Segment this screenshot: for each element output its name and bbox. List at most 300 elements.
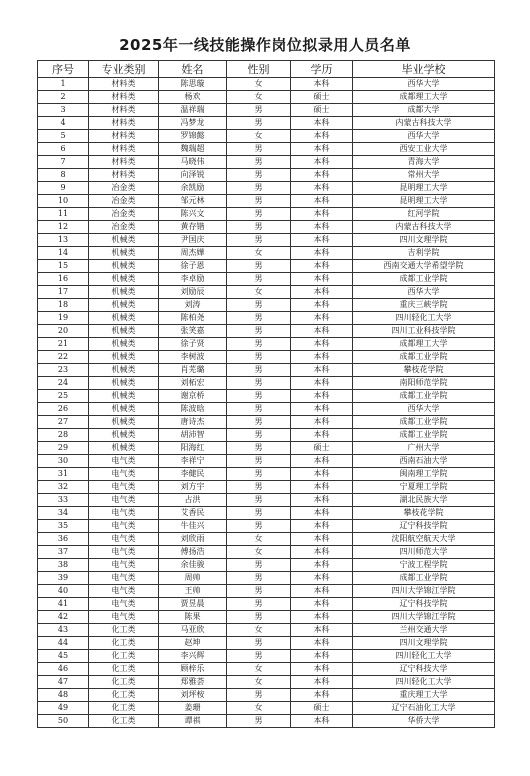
cell-major-category: 机械类 [89,273,159,286]
cell-name: 徐子贤 [159,338,227,351]
cell-education: 本科 [291,260,353,273]
cell-major-category: 电气类 [89,494,159,507]
cell-major-category: 机械类 [89,351,159,364]
cell-school: 西华大学 [353,286,495,299]
table-row [38,351,495,364]
cell-major-category: 机械类 [89,390,159,403]
cell-school: 重庆三峡学院 [353,299,495,312]
cell-education: 本科 [291,637,353,650]
cell-gender: 男 [227,689,291,702]
cell-name: 周杰嬅 [159,247,227,260]
cell-name: 冯梦龙 [159,117,227,130]
cell-school: 西安工业大学 [353,143,495,156]
table-row [38,234,495,247]
cell-major-category: 材料类 [89,143,159,156]
table-row [38,169,495,182]
cell-index: 33 [38,494,89,507]
cell-major-category: 化工类 [89,702,159,715]
cell-index: 42 [38,611,89,624]
cell-major-category: 材料类 [89,78,159,91]
cell-major-category: 机械类 [89,377,159,390]
cell-index: 8 [38,169,89,182]
cell-index: 48 [38,689,89,702]
table-row [38,312,495,325]
cell-major-category: 电气类 [89,598,159,611]
cell-name: 张笑嘉 [159,325,227,338]
cell-index: 38 [38,559,89,572]
cell-major-category: 化工类 [89,624,159,637]
cell-gender: 男 [227,312,291,325]
table-row [38,130,495,143]
table-row [38,442,495,455]
table-row [38,598,495,611]
cell-name: 姜珊 [159,702,227,715]
cell-index: 25 [38,390,89,403]
cell-name: 占洪 [159,494,227,507]
cell-name: 贾昱晨 [159,598,227,611]
cell-education: 本科 [291,689,353,702]
cell-index: 35 [38,520,89,533]
cell-education: 本科 [291,429,353,442]
cell-gender: 男 [227,611,291,624]
cell-gender: 男 [227,169,291,182]
cell-education: 本科 [291,416,353,429]
cell-major-category: 化工类 [89,650,159,663]
cell-major-category: 机械类 [89,299,159,312]
cell-major-category: 机械类 [89,364,159,377]
table-row [38,91,495,104]
table-row [38,325,495,338]
cell-school: 成都工业学院 [353,351,495,364]
cell-education: 本科 [291,208,353,221]
cell-major-category: 材料类 [89,169,159,182]
cell-name: 徐子恩 [159,260,227,273]
cell-index: 39 [38,572,89,585]
cell-index: 23 [38,364,89,377]
table-row [38,299,495,312]
cell-education: 本科 [291,130,353,143]
cell-school: 西华大学 [353,78,495,91]
cell-index: 43 [38,624,89,637]
table-row [38,455,495,468]
cell-school: 湖北民族大学 [353,494,495,507]
table-row [38,182,495,195]
cell-name: 马亚欣 [159,624,227,637]
cell-gender: 男 [227,182,291,195]
cell-major-category: 电气类 [89,559,159,572]
cell-school: 宁波工程学院 [353,559,495,572]
cell-name: 傅扬浩 [159,546,227,559]
cell-gender: 男 [227,260,291,273]
cell-index: 4 [38,117,89,130]
table-row [38,78,495,91]
cell-name: 陈波晗 [159,403,227,416]
table-row [38,377,495,390]
table-header-row [38,61,495,78]
cell-school: 成都工业学院 [353,390,495,403]
cell-education: 本科 [291,286,353,299]
cell-school: 辽宁科技学院 [353,598,495,611]
cell-major-category: 化工类 [89,676,159,689]
table-row [38,585,495,598]
cell-education: 本科 [291,546,353,559]
table-row [38,117,495,130]
cell-major-category: 电气类 [89,546,159,559]
cell-index: 19 [38,312,89,325]
cell-education: 本科 [291,481,353,494]
cell-gender: 女 [227,286,291,299]
cell-index: 31 [38,468,89,481]
cell-name: 刘柘宏 [159,377,227,390]
cell-education: 本科 [291,624,353,637]
cell-education: 本科 [291,650,353,663]
cell-major-category: 化工类 [89,637,159,650]
cell-school: 内蒙古科技大学 [353,221,495,234]
cell-name: 杨欢 [159,91,227,104]
cell-gender: 男 [227,299,291,312]
header-name: 姓名 [159,61,227,78]
header-education: 学历 [291,61,353,78]
cell-name: 陈兴文 [159,208,227,221]
cell-gender: 男 [227,195,291,208]
table-row [38,494,495,507]
cell-school: 成都工业学院 [353,416,495,429]
cell-education: 本科 [291,78,353,91]
cell-name: 向泽锐 [159,169,227,182]
cell-major-category: 电气类 [89,468,159,481]
cell-major-category: 机械类 [89,234,159,247]
cell-gender: 男 [227,104,291,117]
cell-index: 14 [38,247,89,260]
cell-major-category: 材料类 [89,130,159,143]
cell-gender: 男 [227,325,291,338]
cell-index: 10 [38,195,89,208]
cell-education: 本科 [291,520,353,533]
cell-education: 本科 [291,325,353,338]
cell-school: 辽宁科技大学 [353,663,495,676]
cell-major-category: 材料类 [89,156,159,169]
cell-school: 四川工业科技学院 [353,325,495,338]
cell-major-category: 机械类 [89,338,159,351]
cell-education: 本科 [291,585,353,598]
cell-major-category: 电气类 [89,507,159,520]
cell-index: 30 [38,455,89,468]
cell-major-category: 材料类 [89,117,159,130]
cell-index: 36 [38,533,89,546]
cell-major-category: 机械类 [89,325,159,338]
cell-major-category: 电气类 [89,520,159,533]
cell-major-category: 机械类 [89,403,159,416]
cell-index: 50 [38,715,89,728]
cell-education: 本科 [291,247,353,260]
cell-gender: 女 [227,663,291,676]
cell-gender: 男 [227,559,291,572]
header-gender: 性别 [227,61,291,78]
cell-major-category: 材料类 [89,104,159,117]
cell-major-category: 冶金类 [89,221,159,234]
cell-gender: 男 [227,221,291,234]
table-row [38,624,495,637]
cell-index: 18 [38,299,89,312]
cell-name: 肖芜璐 [159,364,227,377]
cell-name: 黄存锴 [159,221,227,234]
candidate-table [37,60,495,728]
cell-name: 刘欣雨 [159,533,227,546]
cell-school: 四川轻化工大学 [353,312,495,325]
cell-name: 阳海红 [159,442,227,455]
table-row [38,247,495,260]
table-row [38,650,495,663]
cell-major-category: 化工类 [89,715,159,728]
cell-school: 吉利学院 [353,247,495,260]
cell-education: 本科 [291,338,353,351]
cell-name: 刘励辰 [159,286,227,299]
cell-index: 32 [38,481,89,494]
cell-index: 26 [38,403,89,416]
cell-education: 本科 [291,533,353,546]
cell-name: 胡沛智 [159,429,227,442]
cell-name: 李健民 [159,468,227,481]
cell-name: 邹元林 [159,195,227,208]
cell-index: 37 [38,546,89,559]
cell-gender: 男 [227,468,291,481]
cell-name: 王帅 [159,585,227,598]
cell-major-category: 冶金类 [89,208,159,221]
cell-gender: 女 [227,533,291,546]
cell-school: 四川文理学院 [353,234,495,247]
cell-gender: 男 [227,351,291,364]
cell-index: 34 [38,507,89,520]
cell-education: 本科 [291,117,353,130]
cell-education: 本科 [291,182,353,195]
cell-major-category: 机械类 [89,247,159,260]
cell-major-category: 机械类 [89,442,159,455]
cell-education: 本科 [291,273,353,286]
table-row [38,663,495,676]
cell-school: 西华大学 [353,403,495,416]
cell-education: 本科 [291,676,353,689]
cell-gender: 男 [227,143,291,156]
cell-index: 47 [38,676,89,689]
cell-name: 尹国庆 [159,234,227,247]
cell-gender: 男 [227,117,291,130]
cell-name: 陈柏尧 [159,312,227,325]
cell-index: 12 [38,221,89,234]
cell-gender: 女 [227,91,291,104]
cell-education: 本科 [291,403,353,416]
cell-gender: 男 [227,637,291,650]
cell-school: 辽宁科技学院 [353,520,495,533]
cell-gender: 男 [227,156,291,169]
cell-name: 罗锦懿 [159,130,227,143]
table-row [38,702,495,715]
cell-gender: 男 [227,403,291,416]
header-school: 毕业学校 [353,61,495,78]
cell-name: 艾香民 [159,507,227,520]
cell-gender: 男 [227,572,291,585]
cell-school: 沈阳航空航天大学 [353,533,495,546]
cell-gender: 男 [227,442,291,455]
table-row [38,416,495,429]
cell-education: 硕士 [291,91,353,104]
cell-school: 四川文理学院 [353,637,495,650]
cell-education: 本科 [291,663,353,676]
cell-name: 温祥瑞 [159,104,227,117]
table-row [38,546,495,559]
cell-index: 49 [38,702,89,715]
cell-major-category: 机械类 [89,286,159,299]
cell-name: 李树波 [159,351,227,364]
cell-gender: 男 [227,208,291,221]
cell-name: 郑雅荟 [159,676,227,689]
cell-index: 28 [38,429,89,442]
cell-education: 本科 [291,351,353,364]
cell-school: 红河学院 [353,208,495,221]
cell-gender: 男 [227,715,291,728]
cell-name: 魏瑞超 [159,143,227,156]
cell-school: 成都工业学院 [353,273,495,286]
cell-major-category: 冶金类 [89,182,159,195]
cell-name: 李兴辉 [159,650,227,663]
cell-name: 余佳骏 [159,559,227,572]
cell-school: 昆明理工大学 [353,195,495,208]
cell-gender: 男 [227,455,291,468]
cell-gender: 男 [227,507,291,520]
table-row [38,143,495,156]
cell-education: 硕士 [291,442,353,455]
cell-index: 16 [38,273,89,286]
cell-index: 20 [38,325,89,338]
cell-gender: 男 [227,650,291,663]
cell-school: 西南石油大学 [353,455,495,468]
cell-name: 唐诗杰 [159,416,227,429]
cell-name: 余凯励 [159,182,227,195]
cell-name: 周帅 [159,572,227,585]
cell-major-category: 电气类 [89,585,159,598]
cell-school: 四川轻化工大学 [353,650,495,663]
cell-index: 6 [38,143,89,156]
cell-gender: 男 [227,520,291,533]
cell-school: 四川大学锦江学院 [353,611,495,624]
cell-school: 常州大学 [353,169,495,182]
cell-name: 刘涛 [159,299,227,312]
cell-school: 四川大学锦江学院 [353,585,495,598]
cell-major-category: 化工类 [89,689,159,702]
table-row [38,286,495,299]
table-row [38,572,495,585]
cell-education: 本科 [291,455,353,468]
table-row [38,559,495,572]
cell-school: 攀枝花学院 [353,507,495,520]
table-row [38,507,495,520]
cell-school: 内蒙古科技大学 [353,117,495,130]
cell-name: 谭祺 [159,715,227,728]
cell-name: 顾梓乐 [159,663,227,676]
cell-school: 南阳师范学院 [353,377,495,390]
cell-school: 西南交通大学希望学院 [353,260,495,273]
cell-index: 5 [38,130,89,143]
cell-name: 刘方宇 [159,481,227,494]
cell-index: 22 [38,351,89,364]
table-row [38,221,495,234]
cell-school: 成都工业学院 [353,572,495,585]
cell-name: 陈思璇 [159,78,227,91]
cell-index: 46 [38,663,89,676]
cell-gender: 女 [227,130,291,143]
table-row [38,390,495,403]
cell-index: 2 [38,91,89,104]
cell-school: 四川师范大学 [353,546,495,559]
cell-school: 重庆理工大学 [353,689,495,702]
cell-index: 9 [38,182,89,195]
cell-education: 本科 [291,377,353,390]
cell-education: 本科 [291,715,353,728]
table-row [38,637,495,650]
cell-education: 本科 [291,611,353,624]
table-row [38,364,495,377]
cell-gender: 男 [227,494,291,507]
header-major-category: 专业类别 [89,61,159,78]
cell-school: 成都理工大学 [353,91,495,104]
table-row [38,481,495,494]
cell-major-category: 冶金类 [89,195,159,208]
cell-major-category: 机械类 [89,416,159,429]
cell-name: 牛佳兴 [159,520,227,533]
cell-index: 44 [38,637,89,650]
cell-index: 41 [38,598,89,611]
cell-school: 成都大学 [353,104,495,117]
table-row [38,403,495,416]
table-row [38,208,495,221]
cell-school: 四川轻化工大学 [353,676,495,689]
cell-gender: 男 [227,338,291,351]
cell-name: 赵坤 [159,637,227,650]
cell-education: 本科 [291,221,353,234]
table-row [38,676,495,689]
table-row [38,533,495,546]
cell-major-category: 机械类 [89,260,159,273]
cell-index: 29 [38,442,89,455]
cell-education: 本科 [291,507,353,520]
cell-index: 40 [38,585,89,598]
cell-name: 谢京桥 [159,390,227,403]
cell-index: 17 [38,286,89,299]
cell-gender: 男 [227,273,291,286]
cell-major-category: 电气类 [89,533,159,546]
cell-name: 马晓伟 [159,156,227,169]
cell-major-category: 机械类 [89,429,159,442]
cell-gender: 男 [227,234,291,247]
table-row [38,195,495,208]
cell-education: 本科 [291,559,353,572]
cell-school: 西华大学 [353,130,495,143]
cell-name: 刘坪桉 [159,689,227,702]
table-row [38,260,495,273]
cell-major-category: 材料类 [89,91,159,104]
cell-education: 本科 [291,312,353,325]
table-row [38,156,495,169]
cell-education: 本科 [291,156,353,169]
table-row [38,429,495,442]
cell-education: 本科 [291,234,353,247]
table-row [38,715,495,728]
cell-school: 广州大学 [353,442,495,455]
cell-gender: 男 [227,429,291,442]
cell-gender: 男 [227,390,291,403]
table-row [38,104,495,117]
cell-gender: 女 [227,676,291,689]
cell-school: 青海大学 [353,156,495,169]
